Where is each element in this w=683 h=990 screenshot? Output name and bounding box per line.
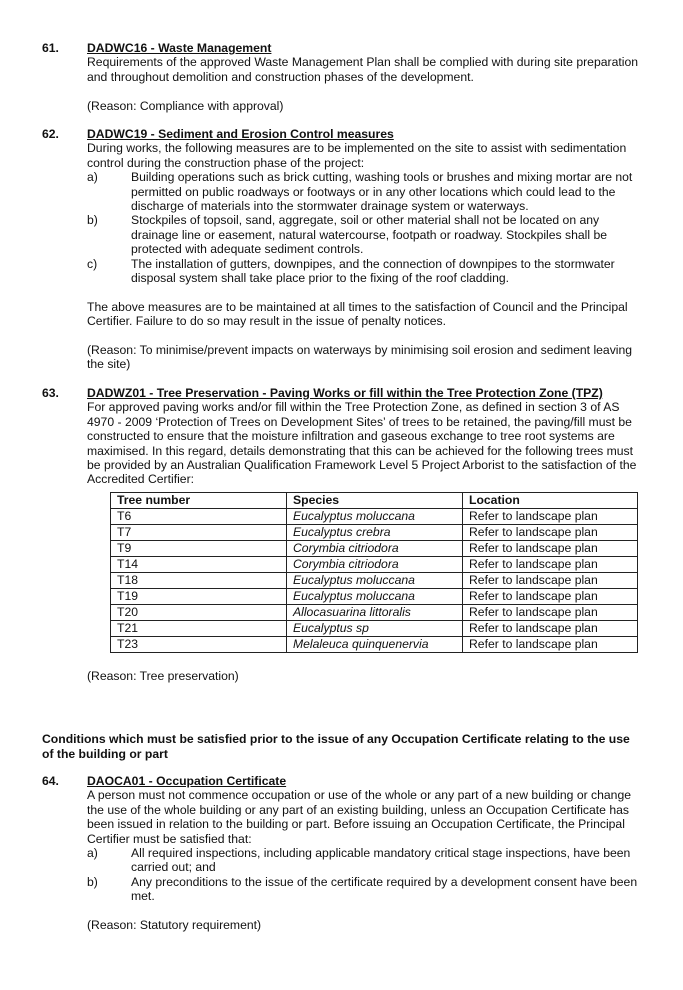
list-item-text: All required inspections, including applicable mandatory critical stage inspections, have been carried out; and <box>131 846 631 875</box>
species-cell: Allocasuarina littoralis <box>287 604 463 620</box>
table-row <box>111 588 638 604</box>
list-item-letter: a) <box>87 170 98 185</box>
column-header: Species <box>287 492 463 508</box>
list-item <box>87 170 642 213</box>
table-row <box>111 572 638 588</box>
condition-number: 64. <box>42 774 59 788</box>
location-cell: Refer to landscape plan <box>463 620 638 636</box>
condition-title: DAOCA01 - Occupation Certificate <box>87 774 287 788</box>
location-cell: Refer to landscape plan <box>463 524 638 540</box>
condition-text: For approved paving works and/or fill within the Tree Protection Zone, as defined in section 3 of AS 4970 - 2009 ‘Protection of Trees on Development Sites’ of trees to be retained, the paving/fill must be constructed to ensure that the moisture infiltration and gaseous exchange to tree root systems are maximised. In this regard, details demonstrating that this can be achieved for the following trees must be provided by an Australian Qualification Framework Level 5 Project Arborist to the satisfaction of the Accredited Certifier: <box>87 400 637 487</box>
tree-number-cell: T14 <box>111 556 287 572</box>
species-cell: Melaleuca quinquenervia <box>287 636 463 652</box>
tree-number-cell: T6 <box>111 508 287 524</box>
list-item <box>87 846 642 875</box>
list-item-text: Any preconditions to the issue of the certificate required by a development consent have been met. <box>131 874 638 904</box>
column-header: Tree number <box>111 492 287 508</box>
species-cell: Eucalyptus moluccana <box>287 572 463 588</box>
condition-text: A person must not commence occupation or use of the whole or any part of a new building or change the use of the whole building or any part of an existing building, unless an Occupation Certificate has been issued in relation to the building or part. Before issuing an Occupation Certificate, the Principal Certifier must be satisfied that: <box>87 788 632 846</box>
condition-number: 63. <box>42 386 59 400</box>
tree-number-cell: T18 <box>111 572 287 588</box>
condition-text: Requirements of the approved Waste Management Plan shall be complied with during site preparation and throughout demolition and construction phases of the development. <box>87 55 639 84</box>
list-item-text: Stockpiles of topsoil, sand, aggregate, soil or other material shall not be located on any drainage line or easement, natural watercourse, footpath or roadway. Stockpiles shall be protected with adequate sediment controls. <box>131 213 608 257</box>
condition-title: DADWC16 - Waste Management <box>87 41 272 55</box>
condition-61 <box>42 41 642 113</box>
condition-outro: The above measures are to be maintained at all times to the satisfaction of Council and the Principal Certifier. Failure to do so may result in the issue of penalty notices. <box>87 299 628 329</box>
table-row <box>111 540 638 556</box>
list-item <box>87 875 642 904</box>
location-cell: Refer to landscape plan <box>463 588 638 604</box>
location-cell: Refer to landscape plan <box>463 508 638 524</box>
condition-63 <box>42 386 642 683</box>
condition-reason: (Reason: Tree preservation) <box>87 668 239 683</box>
location-cell: Refer to landscape plan <box>463 556 638 572</box>
location-cell: Refer to landscape plan <box>463 572 638 588</box>
list-item-text: Building operations such as brick cutting, washing tools or brushes and mixing mortar are not permitted on public roadways or footways or in any other locations which could lead to the discharge of materials into the stormwater drainage system or waterways. <box>131 170 633 214</box>
condition-number: 62. <box>42 127 59 141</box>
species-cell: Eucalyptus sp <box>287 620 463 636</box>
location-cell: Refer to landscape plan <box>463 604 638 620</box>
table-row <box>111 508 638 524</box>
table-row <box>111 604 638 620</box>
condition-64 <box>42 774 642 932</box>
location-cell: Refer to landscape plan <box>463 636 638 652</box>
species-cell: Eucalyptus crebra <box>287 524 463 540</box>
list-item <box>87 213 642 256</box>
table-row <box>111 524 638 540</box>
list-item <box>87 257 642 286</box>
condition-intro: During works, the following measures are to be implemented on the site to assist with sedimentation control during the construction phase of the project: <box>87 141 627 170</box>
tree-number-cell: T21 <box>111 620 287 636</box>
condition-title: DADWC19 - Sediment and Erosion Control measures <box>87 127 394 141</box>
section-heading: Conditions which must be satisfied prior to the issue of any Occupation Certificate relating to the use of the building or part <box>42 732 630 761</box>
list-item-letter: a) <box>87 846 98 861</box>
tree-number-cell: T23 <box>111 636 287 652</box>
table-header-row <box>111 492 638 508</box>
condition-62 <box>42 127 642 372</box>
table-row <box>111 620 638 636</box>
tree-number-cell: T19 <box>111 588 287 604</box>
condition-title: DADWZ01 - Tree Preservation - Paving Works or fill within the Tree Protection Zone (TPZ) <box>87 386 603 400</box>
list-item-text: The installation of gutters, downpipes, and the connection of downpipes to the stormwater disposal system shall take place prior to the fixing of the roof cladding. <box>131 256 615 286</box>
tree-number-cell: T7 <box>111 524 287 540</box>
species-cell: Eucalyptus moluccana <box>287 588 463 604</box>
condition-reason: (Reason: To minimise/prevent impacts on waterways by minimising soil erosion and sediment leaving the site) <box>87 343 633 372</box>
condition-number: 61. <box>42 41 59 55</box>
location-cell: Refer to landscape plan <box>463 540 638 556</box>
list-item-letter: c) <box>87 256 98 271</box>
species-cell: Corymbia citriodora <box>287 556 463 572</box>
species-cell: Corymbia citriodora <box>287 540 463 556</box>
column-header: Location <box>463 492 638 508</box>
tree-number-cell: T20 <box>111 604 287 620</box>
list-item-letter: b) <box>87 213 98 228</box>
tree-number-cell: T9 <box>111 540 287 556</box>
table-row <box>111 636 638 652</box>
condition-reason: (Reason: Statutory requirement) <box>87 918 262 933</box>
list-item-letter: b) <box>87 874 98 889</box>
condition-reason: (Reason: Compliance with approval) <box>87 98 284 113</box>
table-row <box>111 556 638 572</box>
species-cell: Eucalyptus moluccana <box>287 508 463 524</box>
tree-table <box>110 492 638 653</box>
